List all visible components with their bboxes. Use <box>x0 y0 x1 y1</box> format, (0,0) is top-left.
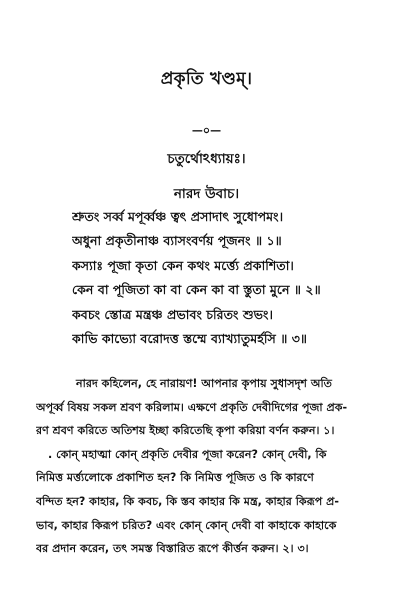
prose-line: ভাব, কাহার কিরূপ চরিত? এবং কোন্ কোন্ দেবী বা কাহাকে কাহাকে <box>36 518 337 532</box>
verse-line: কস্যাঃ পূজা কৃতা কেন কথং মর্ত্ত্যে প্রকাশিতা। <box>72 257 294 273</box>
speaker-heading: নারদ উবাচ। <box>173 186 240 202</box>
prose-line: রণ শ্রবণ করিতে অতিশয় ইচ্ছা করিতেছি কৃপা করিয়া বর্ণন করুন। ১। <box>36 424 335 438</box>
ornamental-divider: —০— <box>191 124 222 137</box>
prose-line: বর প্রদান করেন, তৎ সমস্ত বিস্তারিত রূপে কীর্ত্তন করুন। ২। ৩। <box>36 542 309 556</box>
verse-line: কবচং স্তোত্র মন্ত্রঞ্চ প্রভাবং চরিতং শুভং। <box>72 306 273 322</box>
sanskrit-verses <box>72 205 402 351</box>
prose-line: নারদ কহিলেন, হে নারায়ণ! আপনার কৃপায় সুধাসদৃশ অতি <box>76 377 332 390</box>
prose-line: বন্দিত হন? কাহার, কি কবচ, কি স্তব কাহার কি মন্ত্র, কাহার কিরূপ প্র- <box>36 494 339 508</box>
section-title: প্রকৃতি খণ্ডম্। <box>160 69 253 89</box>
prose-line: নিমিত্ত মর্ত্ত্যলোকে প্রকাশিত হন? কি নিমিত্ত পূজিত ও কি কারণে <box>36 471 314 485</box>
verse-line: কাভি কাভ্যো বরোদত্ত স্তম্মে ব্যাখ্যাতুমর্হসি ॥ ৩॥ <box>72 331 308 347</box>
chapter-heading: চতুর্থোঽধ্যায়ঃ। <box>167 151 246 167</box>
verse-line: শ্রুতং সর্ব্ব মপূর্ব্বঞ্চ ত্বৎ প্রসাদাৎ সুধোপমং। <box>72 209 284 224</box>
verse-line: কেন বা পূজিতা কা বা কেন কা বা স্তুতা মুনে ॥ ২॥ <box>72 282 321 298</box>
verse-line: অধুনা প্রকৃতীনাঞ্চ ব্যাসংবর্ণয় পূজনং ॥ ১॥ <box>72 233 282 249</box>
prose-line: অপূর্ব্ব বিষয় সকল শ্রবণ করিলাম। এক্ষণে প্রকৃতি দেবীদিগের পূজা প্রক- <box>36 400 348 414</box>
prose-line: . কোন্ মহাত্মা কোন্ প্রকৃতি দেবীর পূজা করেন? কোন্ দেবী, কি <box>48 447 327 461</box>
bengali-translation <box>36 372 396 561</box>
